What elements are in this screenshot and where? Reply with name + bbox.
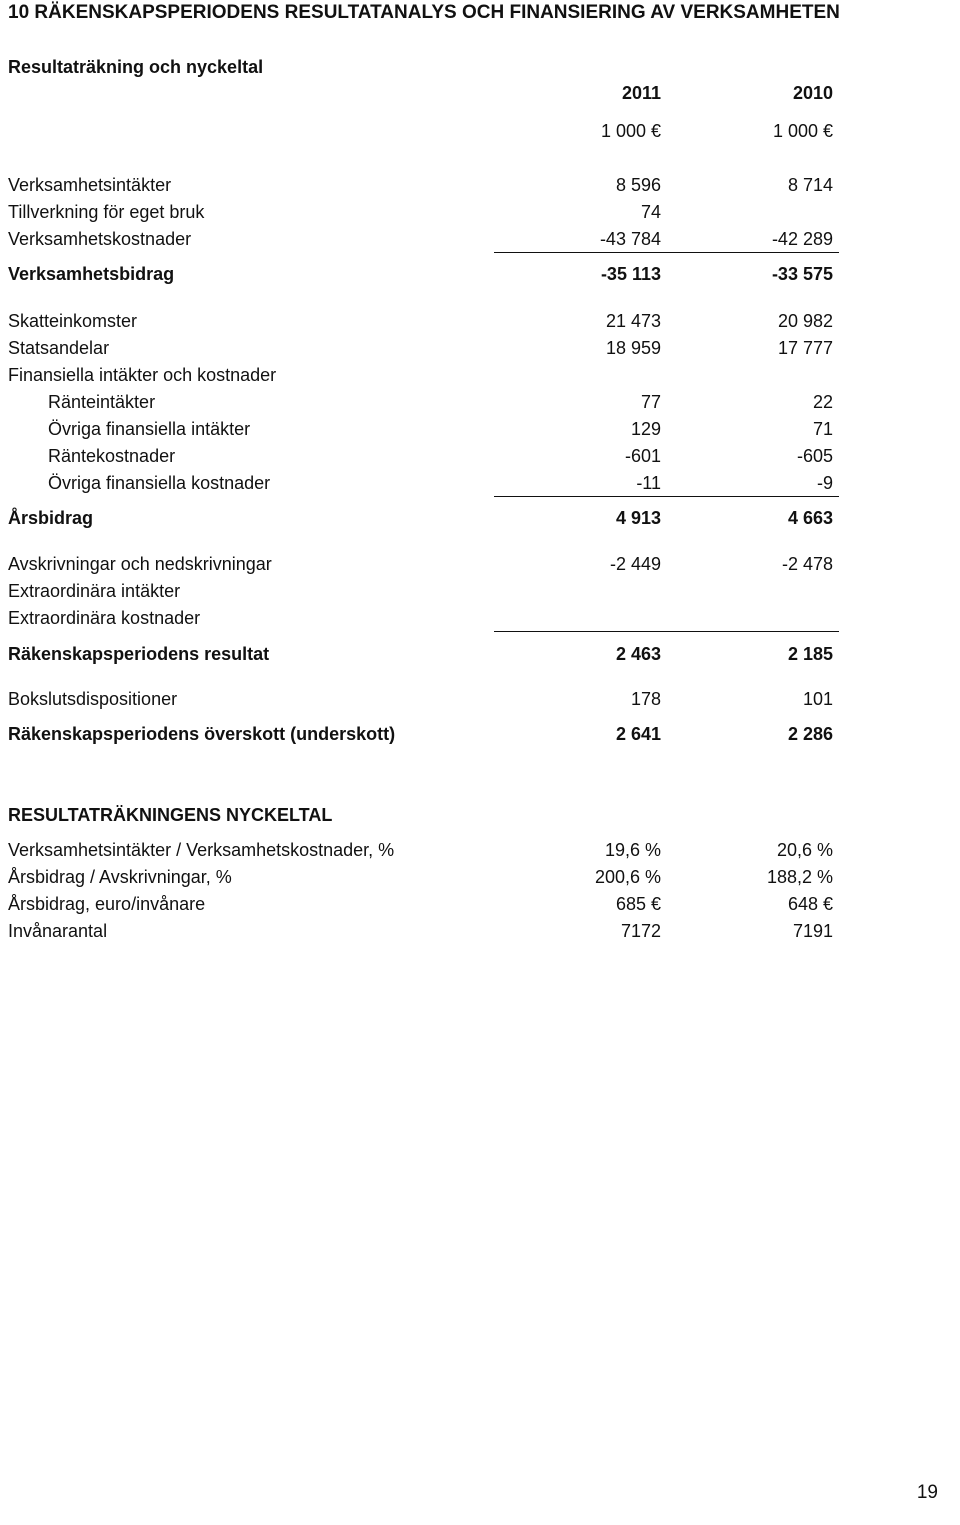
value-2011: -11 <box>636 473 661 493</box>
financial-heading: Finansiella intäkter och kostnader <box>8 365 277 385</box>
value-2011: 77 <box>640 392 661 412</box>
value-2011: 2 641 <box>615 724 661 744</box>
unit-2010-header: 1 000 € <box>772 121 833 141</box>
row-label: Statsandelar <box>8 338 110 358</box>
value-2011: 2 463 <box>615 644 661 664</box>
row-label: Ränteintäkter <box>48 392 156 412</box>
unit-2011-header: 1 000 € <box>600 121 661 141</box>
value-2010: 101 <box>802 689 833 709</box>
value-2010: 17 777 <box>777 338 833 358</box>
year-2010-header: 2010 <box>792 83 833 103</box>
kpi-value-2010: 188,2 % <box>766 867 833 887</box>
row-label-result: Räkenskapsperiodens resultat <box>8 644 270 664</box>
kpi-label: Årsbidrag / Avskrivningar, % <box>8 867 232 887</box>
row-label-verksamhetsbidrag: Verksamhetsbidrag <box>8 264 175 284</box>
value-2011: 178 <box>630 689 661 709</box>
row-label: Övriga finansiella kostnader <box>48 473 271 493</box>
value-2011: 21 473 <box>605 311 661 331</box>
value-2010: 4 663 <box>787 508 833 528</box>
value-2010: 2 286 <box>787 724 833 744</box>
kpi-heading: RESULTATRÄKNINGENS NYCKELTAL <box>8 805 333 825</box>
value-2011: -2 449 <box>609 554 661 574</box>
value-2011: 18 959 <box>605 338 661 358</box>
row-label: Verksamhetsintäkter <box>8 175 172 195</box>
value-2011: 8 596 <box>615 175 661 195</box>
row-label: Övriga finansiella intäkter <box>48 419 251 439</box>
row-label-arsbidrag: Årsbidrag <box>8 508 94 528</box>
value-2010: -605 <box>796 446 833 466</box>
section-subtitle: Resultaträkning och nyckeltal <box>8 57 264 77</box>
value-2010: -2 478 <box>781 554 833 574</box>
kpi-value-2011: 7172 <box>620 921 661 941</box>
value-2010: -42 289 <box>771 229 833 249</box>
page-number: 19 <box>916 1482 938 1503</box>
row-label: Verksamhetskostnader <box>8 229 192 249</box>
kpi-label: Invånarantal <box>8 921 108 941</box>
subtotal-rule <box>494 252 839 253</box>
value-2010: 71 <box>812 419 833 439</box>
value-2010: 2 185 <box>787 644 833 664</box>
row-label-appropriations: Bokslutsdispositioner <box>8 689 178 709</box>
row-label: Extraordinära kostnader <box>8 608 201 628</box>
kpi-value-2011: 200,6 % <box>594 867 661 887</box>
value-2011: 74 <box>640 202 661 222</box>
kpi-value-2010: 20,6 % <box>776 840 833 860</box>
kpi-label: Årsbidrag, euro/invånare <box>8 894 206 914</box>
value-2011: -43 784 <box>599 229 661 249</box>
kpi-value-2011: 685 € <box>615 894 661 914</box>
row-label-surplus: Räkenskapsperiodens överskott (underskott) <box>8 724 396 744</box>
value-2010: -33 575 <box>771 264 833 284</box>
subtotal-rule <box>494 496 839 497</box>
row-label: Skatteinkomster <box>8 311 138 331</box>
value-2011: 129 <box>630 419 661 439</box>
kpi-value-2010: 7191 <box>792 921 833 941</box>
value-2011: 4 913 <box>615 508 661 528</box>
year-2011-header: 2011 <box>621 83 661 103</box>
value-2011: -35 113 <box>600 264 661 284</box>
row-label: Räntekostnader <box>48 446 176 466</box>
row-label: Avskrivningar och nedskrivningar <box>8 554 272 574</box>
kpi-value-2010: 648 € <box>787 894 833 914</box>
value-2010: -9 <box>816 473 833 493</box>
value-2011: -601 <box>624 446 661 466</box>
value-2010: 8 714 <box>787 175 833 195</box>
kpi-value-2011: 19,6 % <box>604 840 661 860</box>
value-2010: 22 <box>812 392 833 412</box>
row-label: Extraordinära intäkter <box>8 581 181 601</box>
value-2010: 20 982 <box>777 311 833 331</box>
subtotal-rule <box>494 631 839 632</box>
kpi-label: Verksamhetsintäkter / Verksamhetskostnader, % <box>8 840 395 860</box>
page-title: 10 RÄKENSKAPSPERIODENS RESULTATANALYS OCH FINANSIERING AV VERKSAMHETEN <box>8 2 840 23</box>
row-label: Tillverkning för eget bruk <box>8 202 205 222</box>
